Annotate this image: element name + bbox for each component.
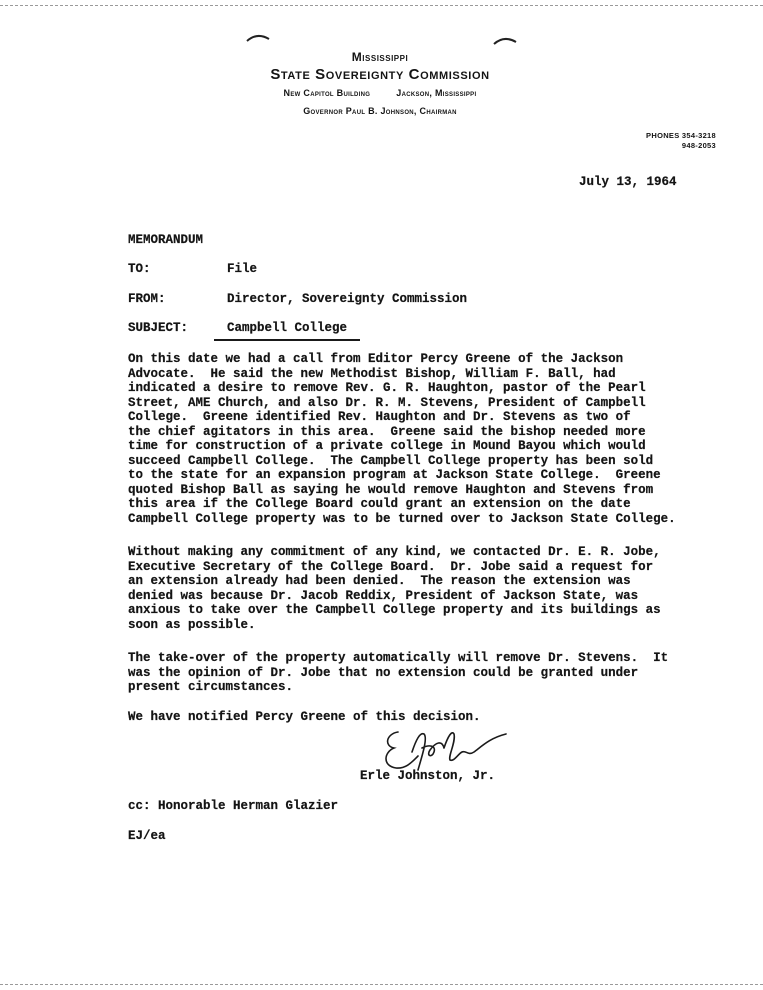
body-paragraph-3: The take-over of the property automatically will remove Dr. Stevens. It was the opinion of Dr. Jobe that no extension could be granted under present circumstances. xyxy=(128,651,669,694)
body-paragraph-2: Without making any commitment of any kind, we contacted Dr. E. R. Jobe, Executive Secretary of the College Board. Dr. Jobe said a request for an extension already had been denied. The reason the extension was denied was because Dr. Jacob Reddix, President of Jackson State, was anxious to take over the Campbell College property and its buildings as soon as possible. xyxy=(128,545,661,632)
letterhead-phones xyxy=(646,131,716,151)
from-label: FROM: xyxy=(128,292,166,306)
letterhead-state: Mississippi xyxy=(351,50,409,64)
memo-heading: MEMORANDUM xyxy=(128,233,204,247)
from-value: Director, Sovereignty Commission xyxy=(227,292,468,306)
signer-name: Erle Johnston, Jr. xyxy=(360,769,496,783)
typist-initials: EJ/ea xyxy=(128,829,166,843)
memo-date: July 13, 1964 xyxy=(579,175,677,189)
letterhead-city: Jackson, Mississippi xyxy=(396,88,477,98)
to-label: TO: xyxy=(128,262,151,276)
letterhead-agency: State Sovereignty Commission xyxy=(270,66,490,83)
subject-label: SUBJECT: xyxy=(128,321,189,335)
arc-mark-right xyxy=(492,34,518,48)
body-paragraph-4: We have notified Percy Greene of this decision. xyxy=(128,710,481,724)
letterhead-address xyxy=(180,88,580,98)
carbon-copy: cc: Honorable Herman Glazier xyxy=(128,799,339,813)
letterhead-chairman: Governor Paul B. Johnson, Chairman xyxy=(303,106,457,116)
to-value: File xyxy=(227,262,258,276)
subject-underline xyxy=(214,339,360,341)
arc-mark-left xyxy=(245,30,271,44)
phone-1: PHONES 354-3218 xyxy=(646,131,716,140)
letterhead-building: New Capitol Building xyxy=(283,88,371,98)
scan-top-edge xyxy=(0,5,763,6)
scan-bottom-edge xyxy=(0,984,763,985)
body-paragraph-1: On this date we had a call from Editor Percy Greene of the Jackson Advocate. He said the new Methodist Bishop, William F. Ball, had indicated a desire to remove Rev. G. R. Haughton, pastor of the Pearl Street, AME Church, and also Dr. R. M. Stevens, President of Campbell College. Greene identified Rev. Haughton and Dr. Stevens as two of the chief agitators in this area. Greene said the bishop needed more time for construction of a private college in Mound Bayou which would succeed Campbell College. The Campbell College property has been sold to the state for an expansion program at Jackson State College. Greene quoted Bishop Ball as saying he would remove Haughton and Stevens from this area if the College Board could grant an extension on the date Campbell College property was to be turned over to Jackson State College. xyxy=(128,352,676,526)
phone-2: 948-2053 xyxy=(681,141,716,150)
subject-value: Campbell College xyxy=(227,321,348,335)
